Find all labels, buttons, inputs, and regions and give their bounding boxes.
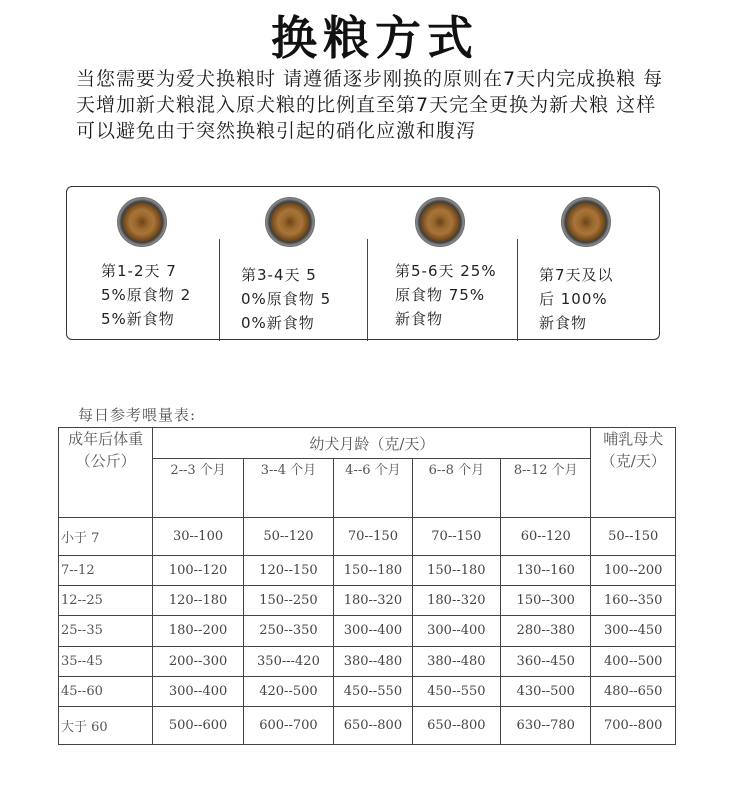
value-cell: 450--550	[334, 676, 413, 706]
value-cell: 380--480	[412, 646, 500, 676]
step-2	[219, 187, 367, 341]
step-4-text: 第7天及以 后 100% 新食物	[539, 266, 614, 332]
page-title: 换粮方式	[271, 11, 479, 65]
value-cell: 280--380	[501, 616, 591, 646]
value-cell: 120--180	[153, 586, 243, 616]
value-cell: 70--150	[412, 518, 500, 556]
weight-header-line2: （公斤）	[75, 452, 136, 470]
nursing-header-line2: （克/天）	[600, 452, 666, 470]
table-caption: 每日参考喂量表:	[78, 406, 197, 424]
table-row	[59, 616, 676, 646]
value-cell: 630--780	[501, 707, 591, 745]
value-cell: 200--300	[153, 646, 243, 676]
value-cell: 350---420	[243, 646, 333, 676]
nursing-header	[591, 428, 676, 518]
table-row	[59, 586, 676, 616]
weight-cell: 12--25	[59, 586, 153, 616]
step-3	[367, 187, 517, 341]
value-cell: 60--120	[501, 518, 591, 556]
weight-cell: 大于 60	[59, 707, 153, 745]
value-cell: 300--400	[412, 616, 500, 646]
value-cell: 250--350	[243, 616, 333, 646]
weight-cell: 35--45	[59, 646, 153, 676]
age-column-header: 3--4 个月	[243, 459, 333, 518]
table-row	[59, 518, 676, 556]
value-cell: 300--450	[591, 616, 676, 646]
age-column-header: 8--12 个月	[501, 459, 591, 518]
food-bowl-icon	[561, 197, 611, 247]
weight-cell: 45--60	[59, 676, 153, 706]
value-cell: 360--450	[501, 646, 591, 676]
value-cell: 400--500	[591, 646, 676, 676]
nursing-header-line1: 哺乳母犬	[603, 430, 664, 448]
value-cell: 420--500	[243, 676, 333, 706]
value-cell: 650--800	[334, 707, 413, 745]
food-bowl-icon	[415, 197, 465, 247]
value-cell: 180--320	[334, 586, 413, 616]
value-cell: 130--160	[501, 555, 591, 585]
table-row	[59, 555, 676, 585]
value-cell: 150--180	[412, 555, 500, 585]
food-bowl-icon	[117, 197, 167, 247]
age-column-header: 6--8 个月	[412, 459, 500, 518]
value-cell: 650--800	[412, 707, 500, 745]
intro-paragraph: 当您需要为爱犬换粮时 请遵循逐步刚换的原则在7天内完成换粮 每天增加新犬粮混入原犬粮的比例直至第7天完全更换为新犬粮 这样可以避免由于突然换粮引起的硝化应激和腹泻	[76, 68, 664, 142]
step-1	[67, 187, 219, 341]
value-cell: 180--200	[153, 616, 243, 646]
step-4	[517, 187, 661, 341]
value-cell: 50--120	[243, 518, 333, 556]
value-cell: 700--800	[591, 707, 676, 745]
value-cell: 600--700	[243, 707, 333, 745]
value-cell: 120--150	[243, 555, 333, 585]
value-cell: 150--300	[501, 586, 591, 616]
value-cell: 380--480	[334, 646, 413, 676]
value-cell: 30--100	[153, 518, 243, 556]
puppy-age-header: 幼犬月龄（克/天）	[153, 428, 591, 459]
value-cell: 100--120	[153, 555, 243, 585]
value-cell: 70--150	[334, 518, 413, 556]
value-cell: 430--500	[501, 676, 591, 706]
table-row	[59, 676, 676, 706]
step-3-text: 第5-6天 25% 原食物 75% 新食物	[395, 262, 497, 328]
weight-cell: 小于 7	[59, 518, 153, 556]
weight-cell: 25--35	[59, 616, 153, 646]
value-cell: 180--320	[412, 586, 500, 616]
value-cell: 450--550	[412, 676, 500, 706]
value-cell: 300--400	[334, 616, 413, 646]
table-row	[59, 646, 676, 676]
weight-cell: 7--12	[59, 555, 153, 585]
value-cell: 300--400	[153, 676, 243, 706]
value-cell: 500--600	[153, 707, 243, 745]
step-2-text: 第3-4天 5 0%原食物 5 0%新食物	[241, 266, 332, 332]
value-cell: 480--650	[591, 676, 676, 706]
weight-header	[59, 428, 153, 518]
food-bowl-icon	[265, 197, 315, 247]
table-row	[59, 707, 676, 745]
value-cell: 50--150	[591, 518, 676, 556]
age-column-header: 2--3 个月	[153, 459, 243, 518]
value-cell: 150--180	[334, 555, 413, 585]
value-cell: 150--250	[243, 586, 333, 616]
weight-header-line1: 成年后体重	[68, 430, 144, 448]
value-cell: 100--200	[591, 555, 676, 585]
feeding-table	[58, 427, 676, 745]
transition-steps-panel	[66, 186, 660, 340]
step-1-text: 第1-2天 7 5%原食物 2 5%新食物	[101, 262, 192, 328]
age-column-header: 4--6 个月	[334, 459, 413, 518]
value-cell: 160--350	[591, 586, 676, 616]
